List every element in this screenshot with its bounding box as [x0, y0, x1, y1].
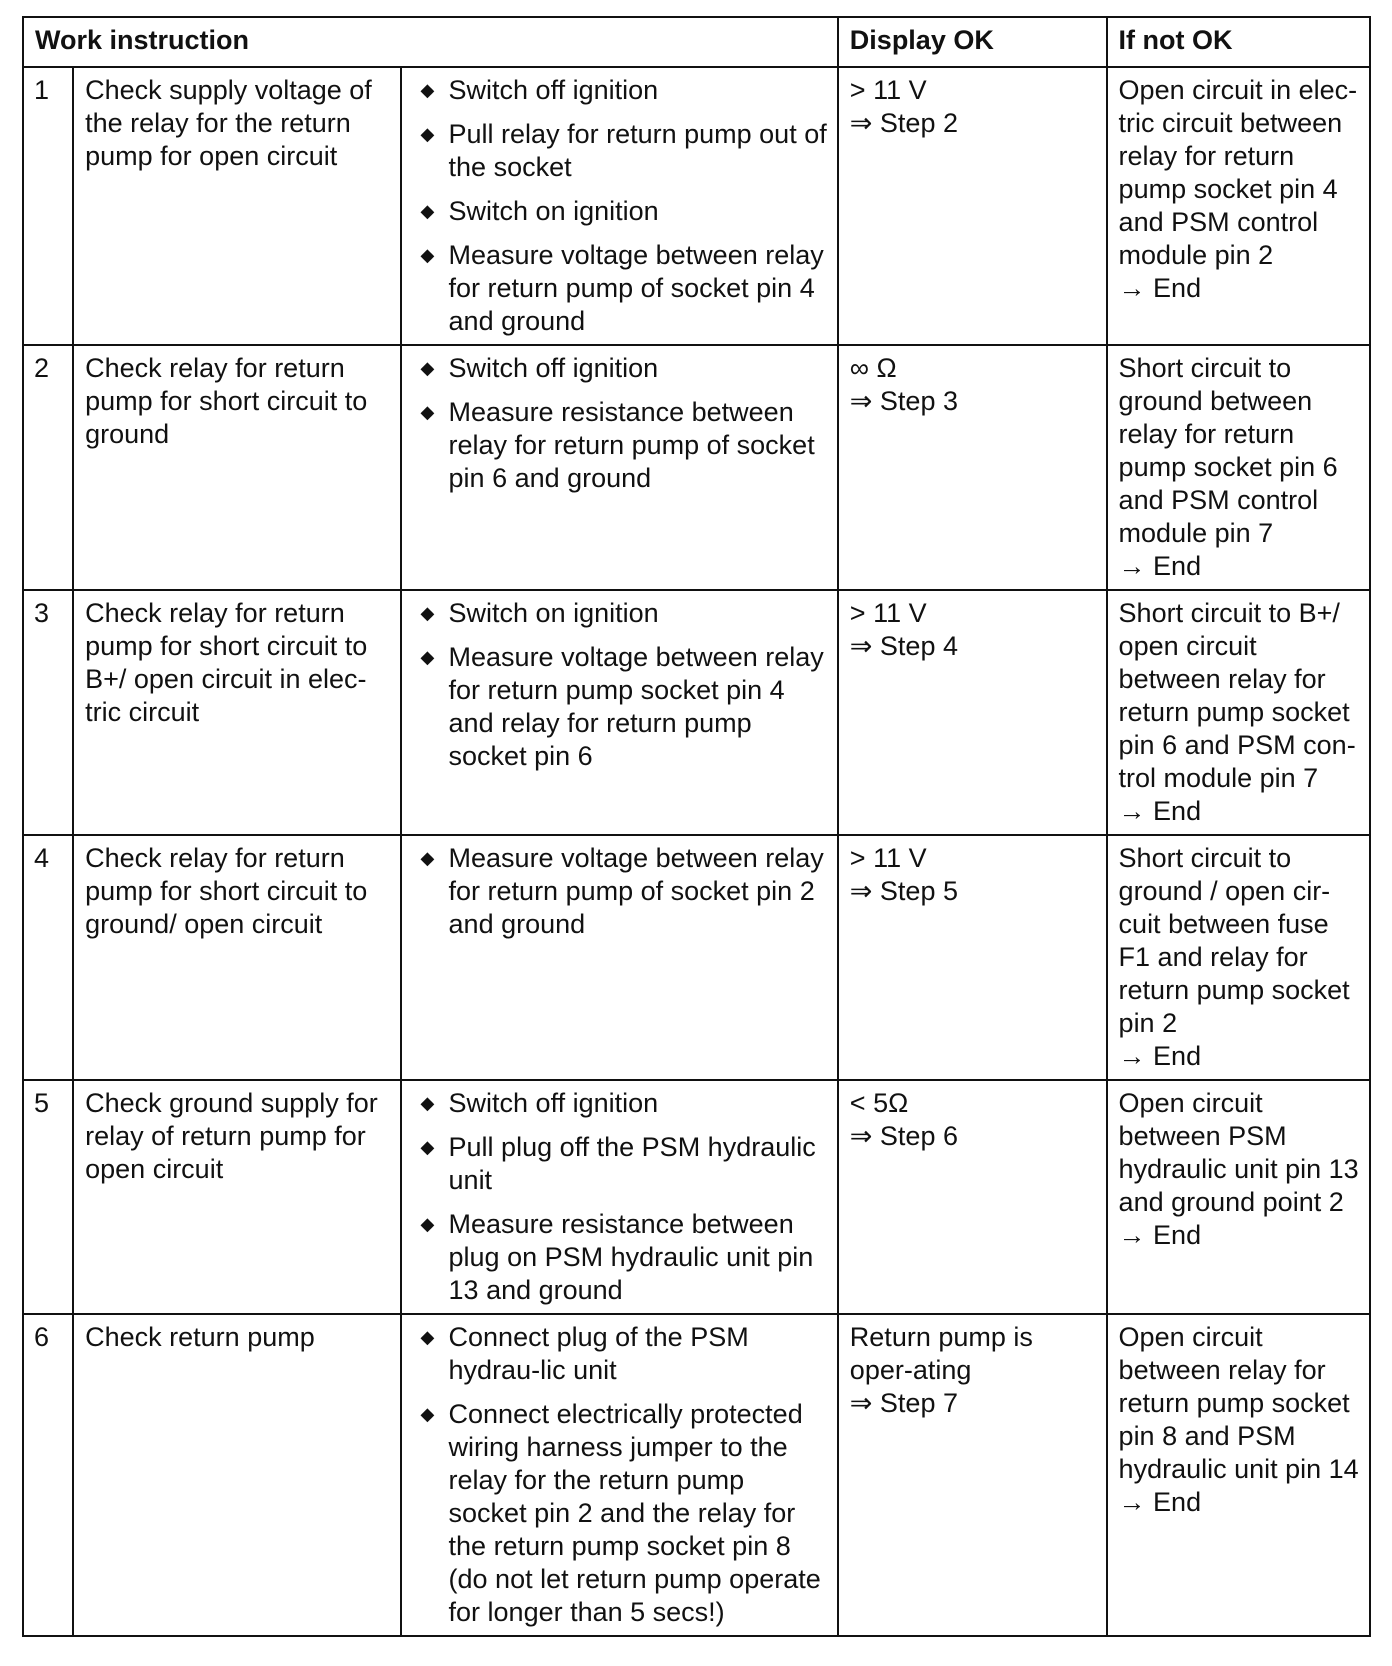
- step-number: 6: [23, 1314, 73, 1636]
- if-not-ok-cell: [1107, 835, 1370, 1080]
- display-ok-cell: [838, 590, 1107, 835]
- display-value: < 5Ω: [849, 1088, 909, 1118]
- list-item: [413, 1321, 827, 1387]
- action-list-cell: [401, 1314, 838, 1636]
- next-step: ⇒ Step 2: [849, 108, 958, 138]
- display-value: > 11 V: [849, 75, 927, 105]
- end-marker: → End: [1118, 1487, 1202, 1517]
- action-list-cell: [401, 345, 838, 590]
- fault-description: Short circuit to B+/ open circuit between relay for return pump socket pin 6 and PSM con-trol module pin 7: [1118, 598, 1356, 793]
- action-list-cell: [401, 1080, 838, 1314]
- bullet-icon: ◆: [420, 1093, 435, 1113]
- table-row: [23, 345, 1370, 590]
- step-number: 3: [23, 590, 73, 835]
- if-not-ok-cell: [1107, 345, 1370, 590]
- fault-description: Short circuit to ground between relay for return pump socket pin 6 and PSM control module pin 7: [1118, 353, 1338, 548]
- display-ok-cell: [838, 345, 1107, 590]
- if-not-ok-cell: [1107, 590, 1370, 835]
- if-not-ok-cell: [1107, 1314, 1370, 1636]
- action-list-cell: [401, 835, 838, 1080]
- action-text: Switch on ignition: [448, 598, 659, 628]
- action-text: Switch on ignition: [448, 196, 659, 226]
- table-row: [23, 67, 1370, 345]
- display-ok-cell: [838, 1314, 1107, 1636]
- action-list: [413, 1321, 827, 1629]
- list-item: [413, 239, 827, 338]
- check-description: Check relay for return pump for short circuit to B+/ open circuit in elec-tric circuit: [73, 590, 400, 835]
- list-item: [413, 74, 827, 107]
- step-number: 5: [23, 1080, 73, 1314]
- check-description: Check relay for return pump for short circuit to ground: [73, 345, 400, 590]
- action-text: Switch off ignition: [448, 353, 659, 383]
- action-list: [413, 352, 827, 495]
- list-item: [413, 118, 827, 184]
- table-row: [23, 835, 1370, 1080]
- action-text: Pull relay for return pump out of the socket: [448, 119, 827, 182]
- end-marker: → End: [1118, 273, 1202, 303]
- list-item: [413, 396, 827, 495]
- list-item: [413, 352, 827, 385]
- action-text: Pull plug off the PSM hydraulic unit: [448, 1132, 816, 1195]
- action-text: Measure voltage between relay for return pump of socket pin 2 and ground: [448, 843, 824, 939]
- action-text: Switch off ignition: [448, 75, 659, 105]
- bullet-icon: ◆: [420, 603, 435, 623]
- list-item: [413, 597, 827, 630]
- fault-description: Open circuit in elec-tric circuit between relay for return pump socket pin 4 and PSM control module pin 2: [1118, 75, 1358, 270]
- display-value: ∞ Ω: [849, 353, 897, 383]
- bullet-icon: ◆: [420, 1327, 435, 1347]
- action-list: [413, 1087, 827, 1307]
- end-marker: → End: [1118, 551, 1202, 581]
- bullet-icon: ◆: [420, 358, 435, 378]
- display-value: Return pump is oper-ating: [849, 1322, 1033, 1385]
- check-description: Check ground supply for relay of return pump for open circuit: [73, 1080, 400, 1314]
- next-step: ⇒ Step 7: [849, 1388, 958, 1418]
- step-number: 1: [23, 67, 73, 345]
- bullet-icon: ◆: [420, 245, 435, 265]
- list-item: [413, 1208, 827, 1307]
- check-description: Check relay for return pump for short circuit to ground/ open circuit: [73, 835, 400, 1080]
- bullet-icon: ◆: [420, 201, 435, 221]
- next-step: ⇒ Step 4: [849, 631, 958, 661]
- end-marker: → End: [1118, 796, 1202, 826]
- display-ok-cell: [838, 835, 1107, 1080]
- header-if-not-ok: If not OK: [1107, 17, 1370, 67]
- fault-description: Short circuit to ground / open cir-cuit between fuse F1 and relay for return pump socket pin 2: [1118, 843, 1350, 1038]
- action-text: Measure resistance between plug on PSM hydraulic unit pin 13 and ground: [448, 1209, 814, 1305]
- action-list: [413, 842, 827, 941]
- table-row: [23, 590, 1370, 835]
- bullet-icon: ◆: [420, 1214, 435, 1234]
- bullet-icon: ◆: [420, 647, 435, 667]
- bullet-icon: ◆: [420, 1404, 435, 1424]
- list-item: [413, 1087, 827, 1120]
- action-text: Switch off ignition: [448, 1088, 659, 1118]
- header-display-ok: Display OK: [838, 17, 1107, 67]
- next-step: ⇒ Step 3: [849, 386, 958, 416]
- bullet-icon: ◆: [420, 80, 435, 100]
- fault-description: Open circuit between relay for return pump socket pin 8 and PSM hydraulic unit pin 14: [1118, 1322, 1359, 1484]
- next-step: ⇒ Step 6: [849, 1121, 958, 1151]
- table-row: [23, 1314, 1370, 1636]
- list-item: [413, 1131, 827, 1197]
- work-instruction-table: [22, 16, 1371, 1637]
- table-row: [23, 1080, 1370, 1314]
- bullet-icon: ◆: [420, 848, 435, 868]
- list-item: [413, 641, 827, 773]
- display-ok-cell: [838, 1080, 1107, 1314]
- list-item: [413, 195, 827, 228]
- bullet-icon: ◆: [420, 124, 435, 144]
- display-value: > 11 V: [849, 843, 927, 873]
- action-text: Connect plug of the PSM hydrau-lic unit: [448, 1322, 749, 1385]
- check-description: Check return pump: [73, 1314, 400, 1636]
- next-step: ⇒ Step 5: [849, 876, 958, 906]
- end-marker: → End: [1118, 1220, 1202, 1250]
- check-description: Check supply voltage of the relay for the return pump for open circuit: [73, 67, 400, 345]
- bullet-icon: ◆: [420, 402, 435, 422]
- action-text: Measure resistance between relay for return pump of socket pin 6 and ground: [448, 397, 815, 493]
- work-instruction-document: [22, 16, 1371, 1637]
- action-text: Connect electrically protected wiring harness jumper to the relay for the return pump socket pin 2 and the relay for the return pump socket pin 8 (do not let return pump operate for longer than 5 secs!): [448, 1399, 821, 1627]
- list-item: [413, 1398, 827, 1629]
- end-marker: → End: [1118, 1041, 1202, 1071]
- action-text: Measure voltage between relay for return pump of socket pin 4 and ground: [448, 240, 824, 336]
- fault-description: Open circuit between PSM hydraulic unit pin 13 and ground point 2: [1118, 1088, 1359, 1217]
- if-not-ok-cell: [1107, 1080, 1370, 1314]
- step-number: 2: [23, 345, 73, 590]
- header-work-instruction: Work instruction: [23, 17, 838, 67]
- header-row: [23, 17, 1370, 67]
- action-list-cell: [401, 590, 838, 835]
- action-list: [413, 74, 827, 338]
- action-text: Measure voltage between relay for return pump socket pin 4 and relay for return pump socket pin 6: [448, 642, 824, 771]
- display-value: > 11 V: [849, 598, 927, 628]
- action-list: [413, 597, 827, 773]
- bullet-icon: ◆: [420, 1137, 435, 1157]
- action-list-cell: [401, 67, 838, 345]
- display-ok-cell: [838, 67, 1107, 345]
- list-item: [413, 842, 827, 941]
- if-not-ok-cell: [1107, 67, 1370, 345]
- step-number: 4: [23, 835, 73, 1080]
